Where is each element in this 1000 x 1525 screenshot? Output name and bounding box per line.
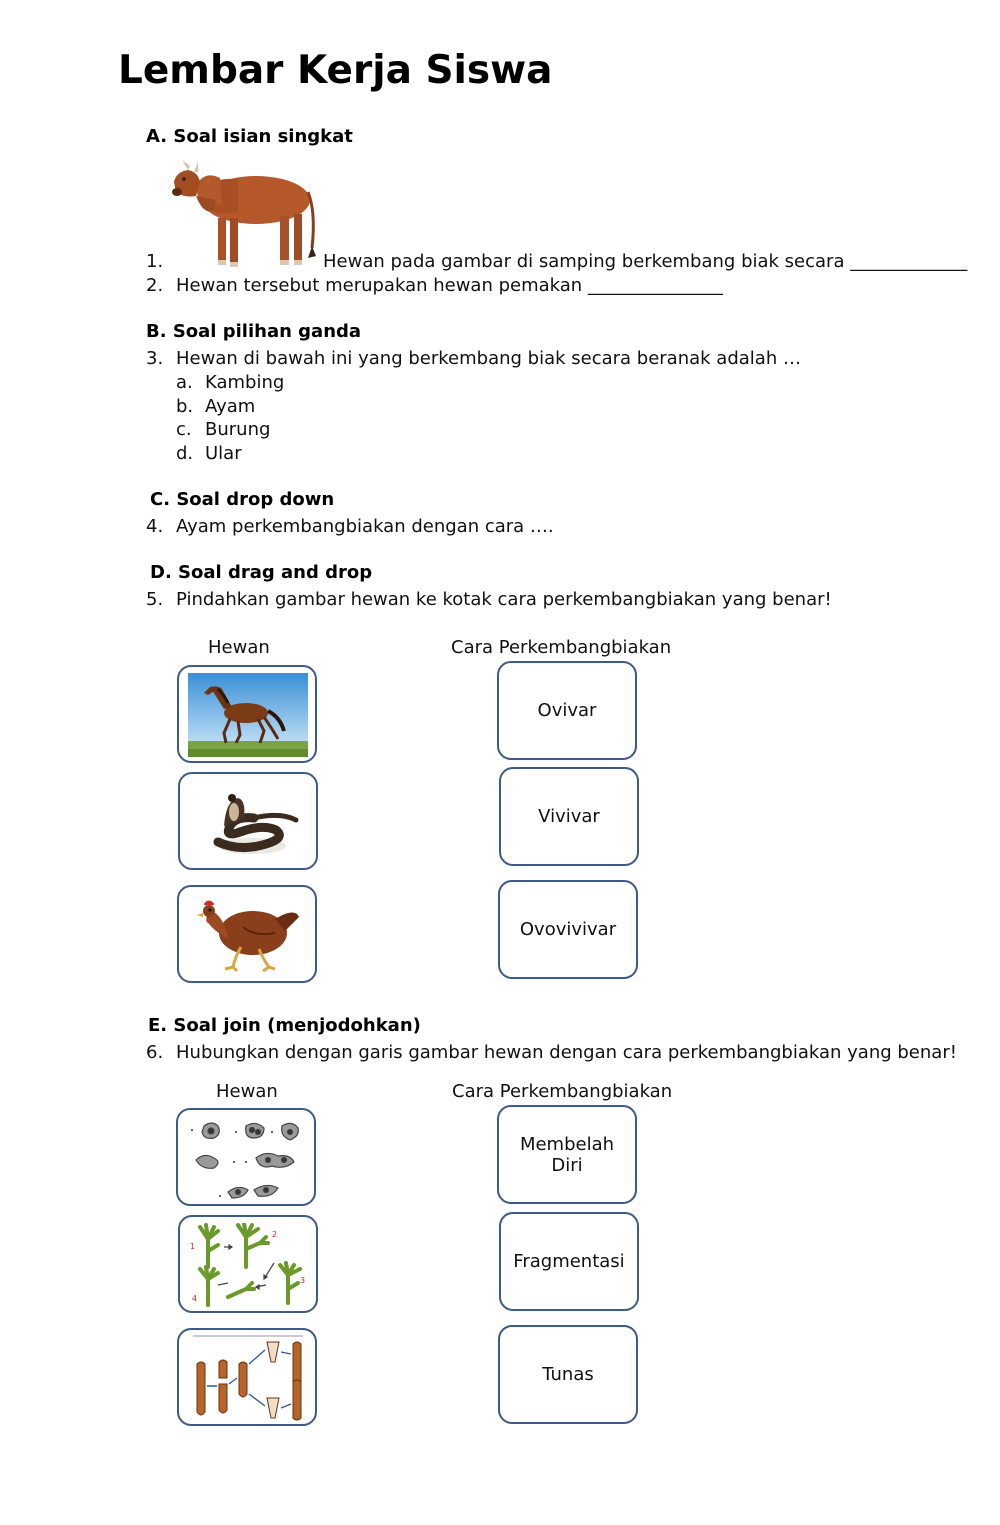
q4-number: 4.	[146, 516, 164, 537]
chicken-image	[195, 897, 303, 975]
column-label-cara: Cara Perkembangbiakan	[452, 1081, 673, 1102]
q3-number: 3.	[146, 348, 164, 369]
join-box-fragmentasi[interactable]	[499, 1212, 639, 1311]
section-e-heading: E. Soal join (menjodohkan)	[148, 1015, 421, 1036]
q2-number: 2.	[146, 275, 164, 296]
option-letter: b.	[176, 396, 194, 417]
hydra-step-label: 1	[190, 1242, 196, 1251]
q1-text: Hewan pada gambar di samping berkembang biak secara _____________	[323, 251, 968, 272]
section-a-heading: A. Soal isian singkat	[146, 126, 353, 147]
q2-text: Hewan tersebut merupakan hewan pemakan _______________	[176, 275, 723, 296]
join-box-label: Membelah Diri	[519, 1133, 615, 1176]
drop-box-label: Ovovivivar	[519, 919, 617, 940]
drag-card-snake[interactable]	[178, 772, 318, 870]
option-text: Ayam	[205, 396, 256, 417]
section-c-heading: C. Soal drop down	[150, 489, 335, 510]
join-card-planaria[interactable]	[177, 1328, 317, 1426]
join-box-membelah-diri[interactable]	[497, 1105, 637, 1204]
horse-image	[188, 673, 308, 757]
hydra-budding-image	[188, 1223, 310, 1307]
q4-text: Ayam perkembangbiakan dengan cara ….	[176, 516, 554, 537]
join-box-tunas[interactable]	[498, 1325, 638, 1424]
q1-number: 1.	[146, 251, 164, 272]
section-b-heading: B. Soal pilihan ganda	[146, 321, 362, 342]
join-card-hydra[interactable]	[178, 1215, 318, 1313]
drop-box-ovivar[interactable]	[497, 661, 637, 760]
join-card-amoeba[interactable]	[176, 1108, 316, 1206]
q5-text: Pindahkan gambar hewan ke kotak cara perkembangbiakan yang benar!	[176, 589, 832, 610]
q6-number: 6.	[146, 1042, 164, 1063]
section-d-heading: D. Soal drag and drop	[150, 562, 373, 583]
join-box-label: Fragmentasi	[513, 1251, 625, 1272]
option-text: Kambing	[205, 372, 285, 393]
drop-box-label: Ovivar	[537, 700, 597, 721]
column-label-hewan: Hewan	[216, 1081, 278, 1102]
q5-number: 5.	[146, 589, 164, 610]
hydra-step-label: 3	[300, 1276, 306, 1285]
drop-box-vivivar[interactable]	[499, 767, 639, 866]
snake-image	[210, 790, 300, 858]
planaria-fragmentation-image	[187, 1334, 309, 1422]
hydra-step-label: 4	[192, 1294, 198, 1303]
column-label-cara: Cara Perkembangbiakan	[451, 637, 672, 658]
q3-text: Hewan di bawah ini yang berkembang biak secara beranak adalah …	[176, 348, 801, 369]
amoeba-fission-image	[186, 1116, 308, 1200]
option-letter: d.	[176, 443, 194, 464]
column-label-hewan: Hewan	[208, 637, 270, 658]
drop-box-ovovivivar[interactable]	[498, 880, 638, 979]
drop-box-label: Vivivar	[538, 806, 600, 827]
option-text: Ular	[205, 443, 242, 464]
drag-card-chicken[interactable]	[177, 885, 317, 983]
option-letter: c.	[176, 419, 192, 440]
hydra-step-label: 2	[272, 1230, 278, 1239]
cow-image	[168, 152, 320, 270]
page-title: Lembar Kerja Siswa	[118, 48, 553, 93]
option-text: Burung	[205, 419, 271, 440]
option-letter: a.	[176, 372, 193, 393]
drag-card-horse[interactable]	[177, 665, 317, 763]
q6-text: Hubungkan dengan garis gambar hewan dengan cara perkembangbiakan yang benar!	[176, 1042, 957, 1063]
join-box-label: Tunas	[542, 1364, 594, 1385]
